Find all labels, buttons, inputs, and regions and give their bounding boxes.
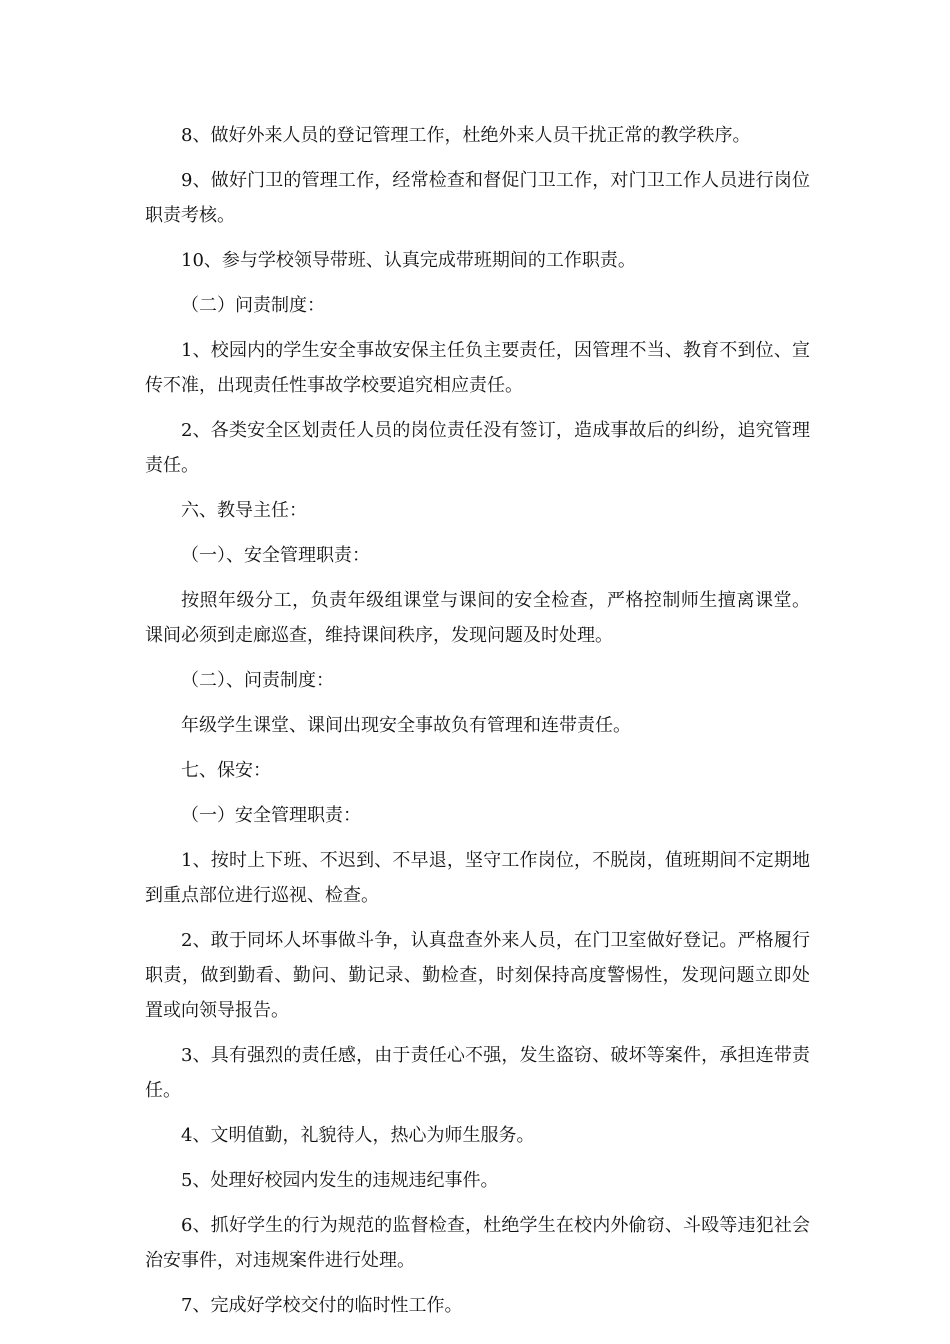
paragraph-7: 年级学生课堂、课间出现安全事故负有管理和连带责任。 <box>181 715 631 736</box>
paragraph-6: 按照年级分工，负责年级组课堂与课间的安全检查，严格控制师生擅离课堂。课间必须到走廊巡查，维持课间秩序，发现问题及时处理。 <box>145 590 810 646</box>
paragraph-13: 6、抓好学生的行为规范的监督检查，杜绝学生在校内外偷窃、斗殴等违犯社会治安事件，对违规案件进行处理。 <box>145 1215 810 1271</box>
section-heading: （二）问责制度： <box>181 295 325 316</box>
paragraph-10: 3、具有强烈的责任感，由于责任心不强，发生盗窃、破坏等案件，承担连带责任。 <box>145 1045 810 1101</box>
paragraph-4: 1、校园内的学生安全事故安保主任负主要责任，因管理不当、教育不到位、宣传不准，出现责任性事故学校要追究相应责任。 <box>145 340 810 396</box>
paragraph-9: 2、敢于同坏人坏事做斗争，认真盘查外来人员，在门卫室做好登记。严格履行职责，做到勤看、勤问、勤记录、勤检查，时刻保持高度警惕性，发现问题立即处置或向领导报告。 <box>145 930 810 1021</box>
paragraph-8: 1、按时上下班、不迟到、不早退，坚守工作岗位，不脱岗，值班期间不定期地到重点部位进行巡视、检查。 <box>145 850 810 906</box>
section-heading: 六、教导主任： <box>181 500 307 521</box>
document-body <box>145 118 810 1333</box>
paragraph-3: 10、参与学校领导带班、认真完成带班期间的工作职责。 <box>181 250 636 271</box>
section-heading: （一）安全管理职责： <box>181 805 361 826</box>
section-heading: 七、保安： <box>181 760 271 781</box>
section-heading: （一）、安全管理职责： <box>181 545 370 566</box>
paragraph-5: 2、各类安全区划责任人员的岗位责任没有签订，造成事故后的纠纷，追究管理责任。 <box>145 420 810 476</box>
section-heading: （二）、问责制度： <box>181 670 334 691</box>
paragraph-1: 8、做好外来人员的登记管理工作，杜绝外来人员干扰正常的教学秩序。 <box>181 125 751 146</box>
paragraph-2: 9、做好门卫的管理工作，经常检查和督促门卫工作，对门卫工作人员进行岗位职责考核。 <box>145 170 810 226</box>
paragraph-12: 5、处理好校园内发生的违规违纪事件。 <box>181 1170 499 1191</box>
paragraph-11: 4、文明值勤，礼貌待人，热心为师生服务。 <box>181 1125 535 1146</box>
paragraph-14: 7、完成好学校交付的临时性工作。 <box>181 1295 463 1316</box>
